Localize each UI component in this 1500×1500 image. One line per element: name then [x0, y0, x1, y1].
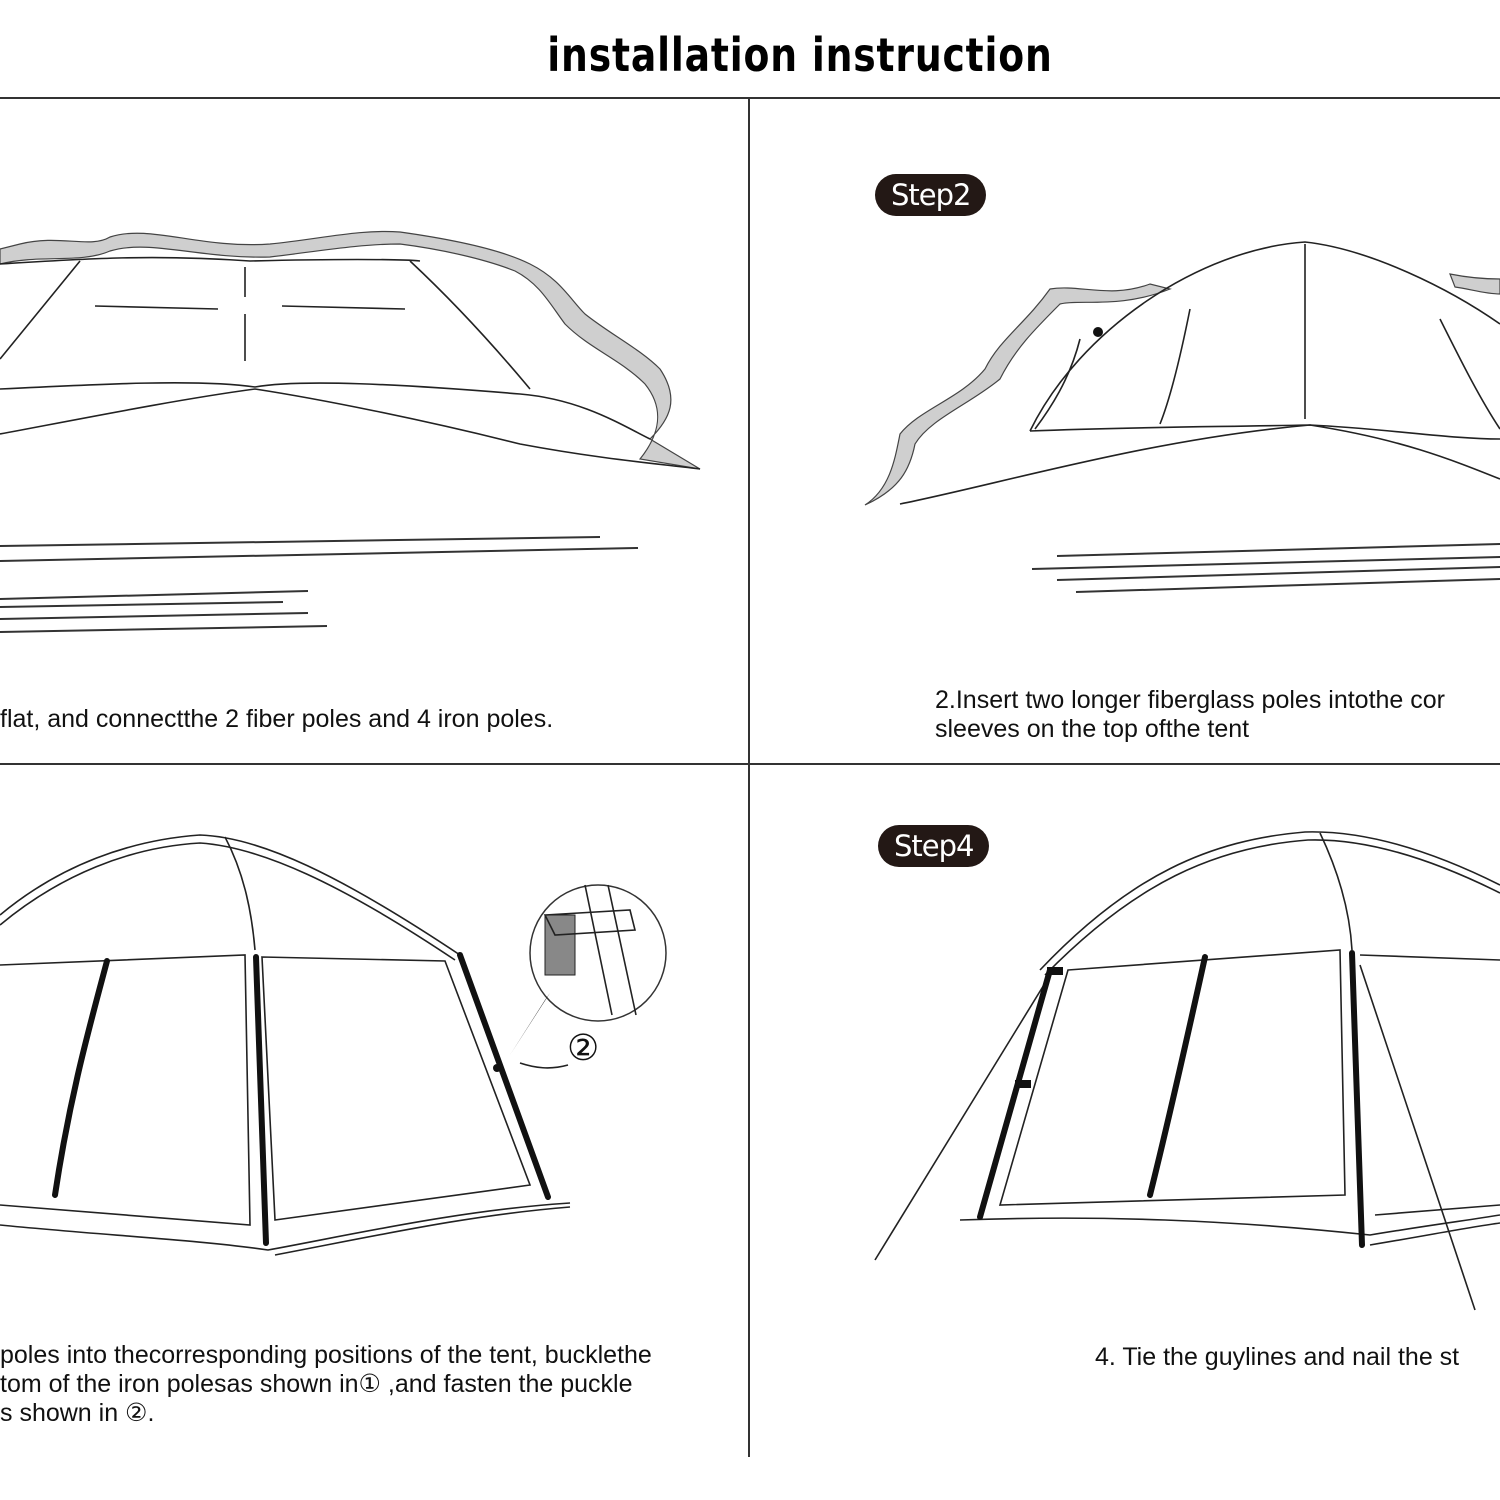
step4-caption-line: 4. Tie the guylines and nail the st — [1095, 1343, 1460, 1371]
step4-badge: Step4 — [878, 825, 989, 867]
step1-panel — [0, 99, 748, 763]
step3-caption-line: tom of the iron polesas shown in① ,and fasten the puckle — [0, 1370, 633, 1398]
callout-number: ② — [567, 1027, 600, 1068]
step2-badge: Step2 — [875, 174, 986, 216]
step2-caption-line: 2.Insert two longer fiberglass poles intothe cor — [935, 686, 1445, 714]
step1-illustration — [0, 99, 748, 763]
step1-caption-line: flat, and connectthe 2 fiber poles and 4 iron poles. — [0, 705, 554, 733]
step3-caption-line: s shown in ②. — [0, 1399, 155, 1427]
step2-caption — [935, 686, 1445, 744]
step2-caption-line: sleeves on the top ofthe tent — [935, 715, 1250, 743]
step1-caption — [0, 705, 553, 734]
step4-caption — [1095, 1343, 1459, 1372]
step2-illustration — [750, 99, 1500, 763]
step3-panel — [0, 765, 748, 1457]
step3-caption-line: poles into thecorresponding positions of the tent, bucklethe — [0, 1341, 652, 1369]
page-title: installation instruction — [547, 28, 1053, 82]
step4-panel — [750, 765, 1500, 1457]
step3-caption — [0, 1341, 652, 1428]
step2-panel — [750, 99, 1500, 763]
